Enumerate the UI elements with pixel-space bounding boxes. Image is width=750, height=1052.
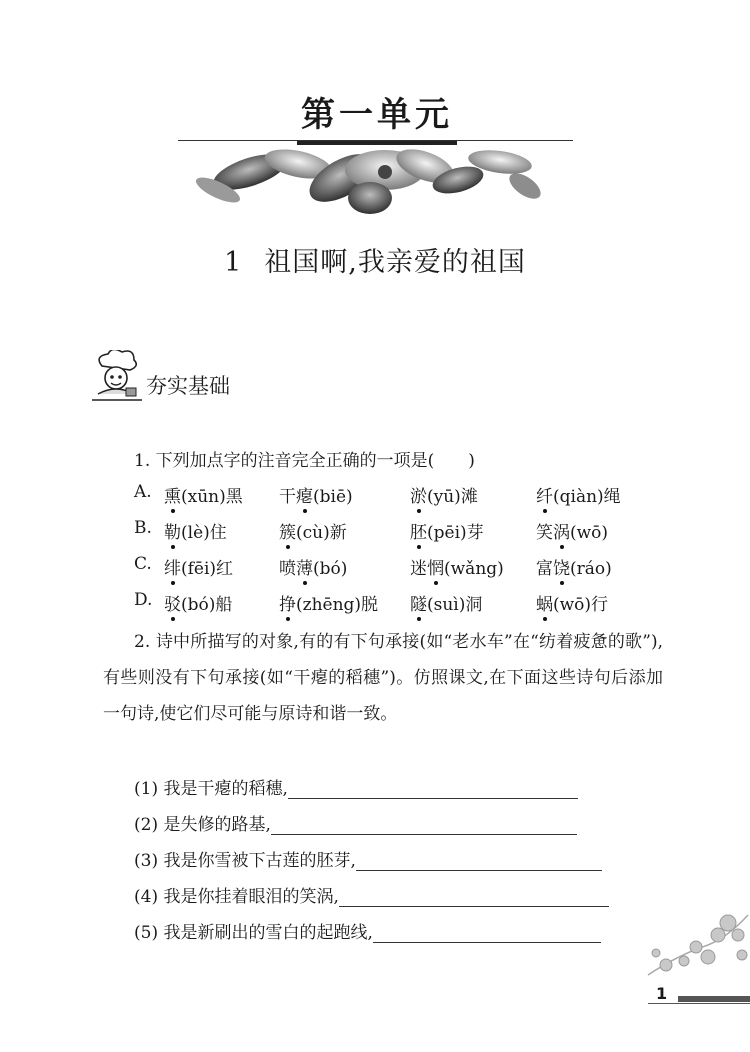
option-item: 驳(bó)船: [164, 590, 232, 615]
option-item: 簇(cù)新: [279, 518, 347, 543]
dotted-character: 挣: [279, 590, 296, 615]
answer-blank[interactable]: [339, 886, 609, 907]
option-item: 富饶(ráo): [536, 554, 612, 579]
option-item: 勒(lè)住: [164, 518, 227, 543]
option-item: 笑涡(wō): [536, 518, 608, 543]
lesson-title: [0, 240, 750, 279]
option-item: 淤(yū)滩: [410, 482, 478, 507]
answer-blank[interactable]: [356, 850, 602, 871]
option-item: 蜗(wō)行: [536, 590, 608, 615]
fill-in-item-1: (1) 我是干瘪的稻穗,: [134, 774, 578, 804]
option-item: 干瘪(biē): [279, 482, 353, 507]
corner-flower-image: [638, 905, 750, 985]
dotted-character: 绯: [164, 554, 181, 579]
fill-in-item-2: (2) 是失修的路基,: [134, 810, 577, 840]
dotted-character: 瘪: [296, 482, 313, 507]
dotted-character: 淤: [410, 482, 427, 507]
dotted-character: 驳: [164, 590, 181, 615]
answer-blank[interactable]: [288, 778, 578, 799]
lesson-number: 1: [224, 247, 243, 278]
dotted-character: 纤: [536, 482, 553, 507]
option-letter: A.: [134, 482, 152, 502]
option-item: 喷薄(bó): [279, 554, 347, 579]
unit-title: 第一单元: [297, 90, 457, 145]
dotted-character: 涡: [553, 518, 570, 543]
option-item: 挣(zhēng)脱: [279, 590, 378, 615]
option-item: 胚(pēi)芽: [410, 518, 484, 543]
fill-in-item-4: (4) 我是你挂着眼泪的笑涡,: [134, 882, 609, 912]
option-item: 绯(fēi)红: [164, 554, 233, 579]
question-1-stem: 1. 下列加点字的注音完全正确的一项是( ): [134, 451, 475, 471]
section-label: 夯实基础: [146, 374, 230, 398]
answer-blank[interactable]: [373, 922, 601, 943]
fill-in-item-5: (5) 我是新刷出的雪白的起跑线,: [134, 918, 601, 948]
question-2-stem: 2. 诗中所描写的对象,有的有下句承接(如“老水车”在“纺着疲惫的歌”),有些则没有下句承接(如“干瘪的稻穗”)。仿照课文,在下面这些诗句后添加一句诗,使它们尽可能与原诗和谐一致。: [103, 632, 663, 724]
flower-banner-image: [180, 142, 570, 220]
dotted-character: 胚: [410, 518, 427, 543]
dotted-character: 蜗: [536, 590, 553, 615]
answer-blank[interactable]: [271, 814, 577, 835]
option-item: 熏(xūn)黑: [164, 482, 243, 507]
chef-mascot-icon: [88, 350, 146, 404]
page-number-bar: [678, 996, 750, 1002]
dotted-character: 惘: [427, 554, 444, 579]
dotted-character: 勒: [164, 518, 181, 543]
dotted-character: 薄: [296, 554, 313, 579]
question-1-option-a: [134, 482, 674, 516]
option-item: 纤(qiàn)绳: [536, 482, 621, 507]
dotted-character: 饶: [553, 554, 570, 579]
lesson-name: 祖国啊,我亲爱的祖国: [264, 247, 526, 278]
option-item: 隧(suì)洞: [410, 590, 482, 615]
page-number-rule: [648, 1003, 750, 1004]
question-1-option-d: [134, 590, 674, 624]
option-letter: B.: [134, 518, 152, 538]
option-letter: C.: [134, 554, 152, 574]
dotted-character: 隧: [410, 590, 427, 615]
fill-in-item-3: (3) 我是你雪被下古莲的胚芽,: [134, 846, 602, 876]
page-number: 1: [656, 984, 668, 1003]
question-1-option-c: [134, 554, 674, 588]
option-letter: D.: [134, 590, 153, 610]
question-1-option-b: [134, 518, 674, 552]
dotted-character: 熏: [164, 482, 181, 507]
dotted-character: 簇: [279, 518, 296, 543]
header-rule: [178, 140, 573, 141]
option-item: 迷惘(wǎng): [410, 554, 504, 579]
